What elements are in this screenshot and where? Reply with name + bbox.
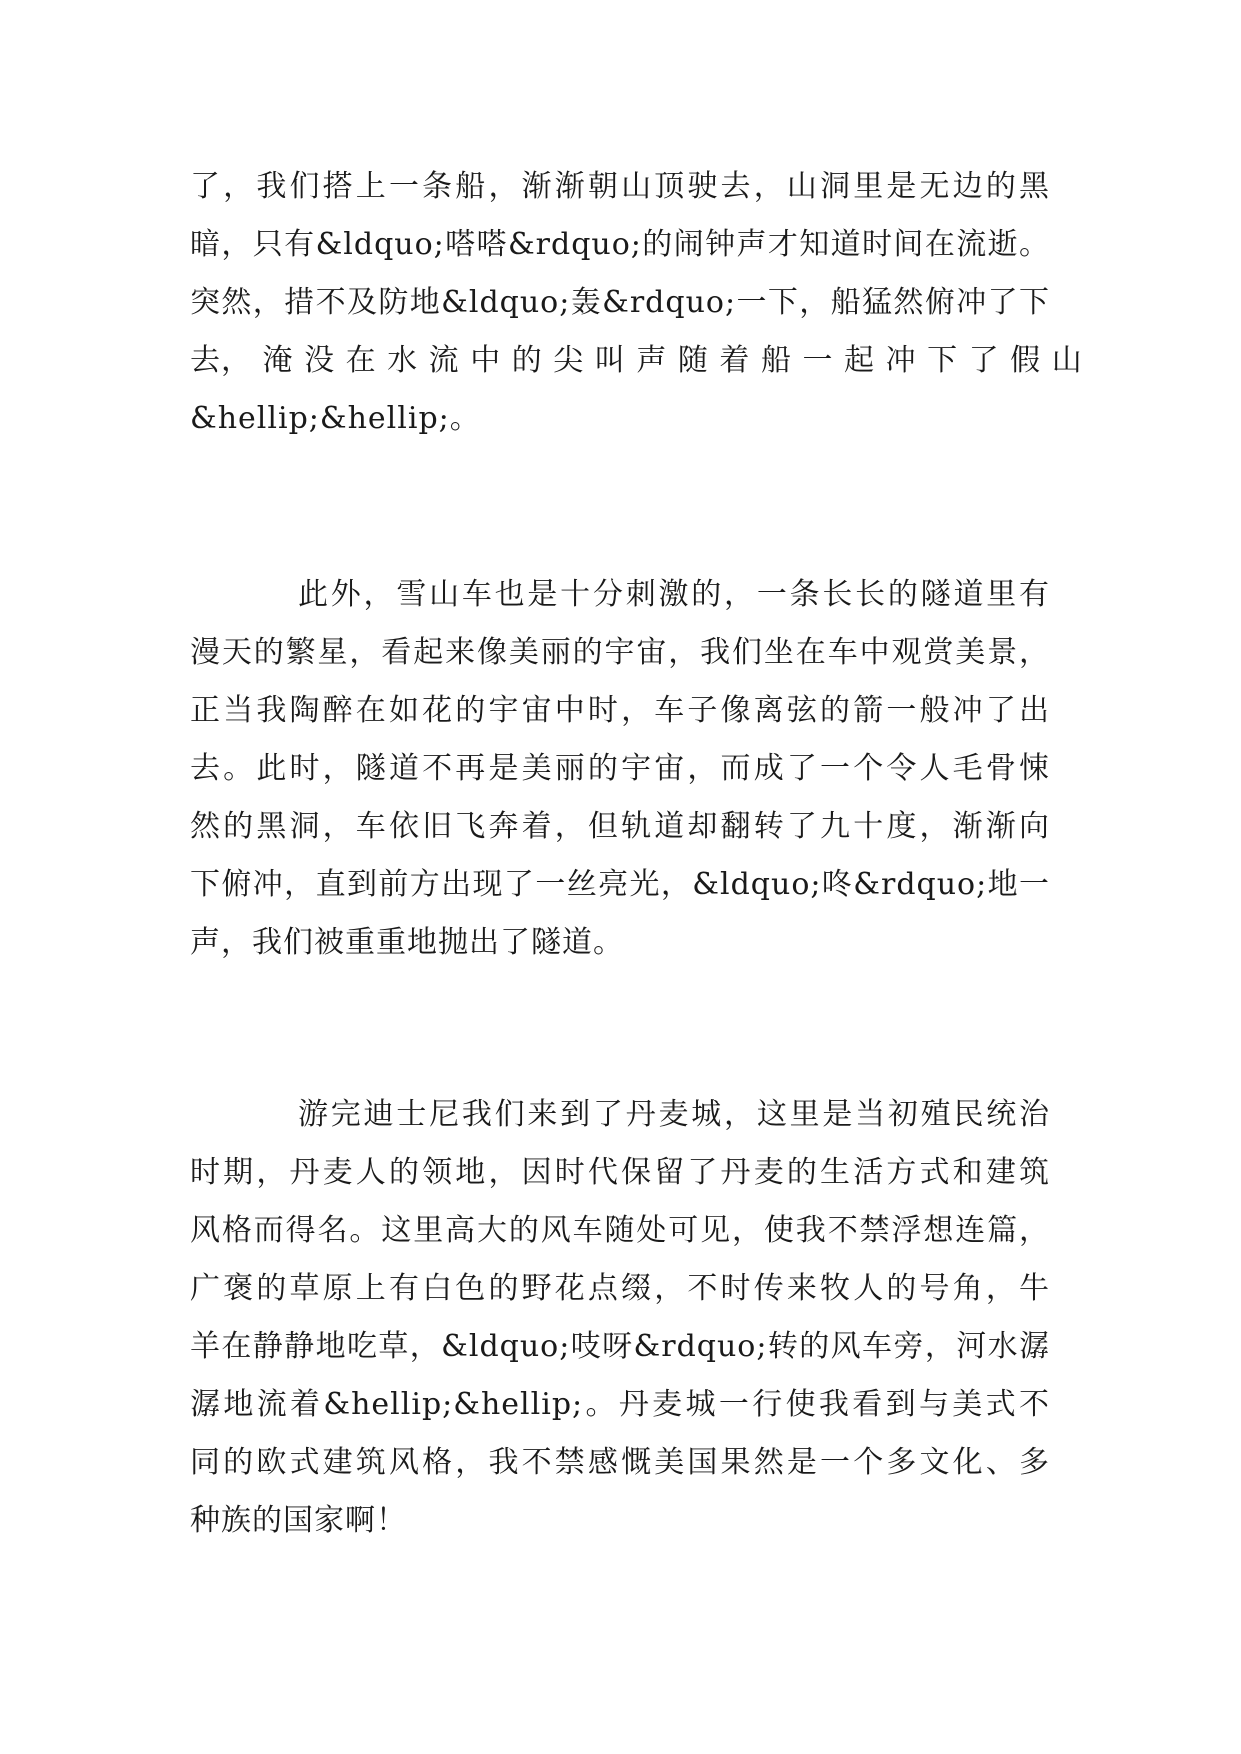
text-line: 去， 淹 没 在 水 流 中 的 尖 叫 声 随 着 船 一 起 冲 下 了 假 山	[190, 343, 1083, 378]
paragraph-1	[190, 158, 1083, 448]
text-line: 了，我们搭上一条船，渐渐朝山顶驶去，山洞里是无边的黑	[190, 169, 1050, 204]
text-line: 游完迪士尼我们来到了丹麦城，这里是当初殖民统治	[298, 1097, 1050, 1132]
text-line: &hellip;&hellip;。	[190, 401, 481, 436]
text-line: 正当我陶醉在如花的宇宙中时，车子像离弦的箭一般冲了出	[190, 693, 1050, 728]
text-line: 此外，雪山车也是十分刺激的，一条长长的隧道里有	[298, 577, 1050, 612]
paragraph-2	[190, 566, 1050, 972]
text-line: 风格而得名。这里高大的风车随处可见，使我不禁浮想连篇，	[190, 1213, 1050, 1248]
text-line: 暗，只有&ldquo;嗒嗒&rdquo;的闹钟声才知道时间在流逝。	[190, 227, 1050, 262]
text-line: 声，我们被重重地抛出了隧道。	[190, 925, 624, 960]
text-line: 潺地流着&hellip;&hellip;。丹麦城一行使我看到与美式不	[190, 1387, 1050, 1422]
text-line: 同的欧式建筑风格，我不禁感慨美国果然是一个多文化、多	[190, 1445, 1050, 1480]
text-line: 时期，丹麦人的领地，因时代保留了丹麦的生活方式和建筑	[190, 1155, 1050, 1190]
text-line: 羊在静静地吃草，&ldquo;吱呀&rdquo;转的风车旁，河水潺	[190, 1329, 1050, 1364]
text-line: 广褒的草原上有白色的野花点缀，不时传来牧人的号角，牛	[190, 1271, 1050, 1306]
text-line: 漫天的繁星，看起来像美丽的宇宙，我们坐在车中观赏美景，	[190, 635, 1050, 670]
paragraph-3	[190, 1086, 1050, 1550]
text-line: 然的黑洞，车依旧飞奔着，但轨道却翻转了九十度，渐渐向	[190, 809, 1050, 844]
text-line: 去。此时，隧道不再是美丽的宇宙，而成了一个令人毛骨悚	[190, 751, 1050, 786]
text-line: 种族的国家啊！	[190, 1503, 407, 1538]
text-line: 下俯冲，直到前方出现了一丝亮光，&ldquo;咚&rdquo;地一	[190, 867, 1050, 902]
text-line: 突然，措不及防地&ldquo;轰&rdquo;一下，船猛然俯冲了下	[190, 285, 1050, 320]
